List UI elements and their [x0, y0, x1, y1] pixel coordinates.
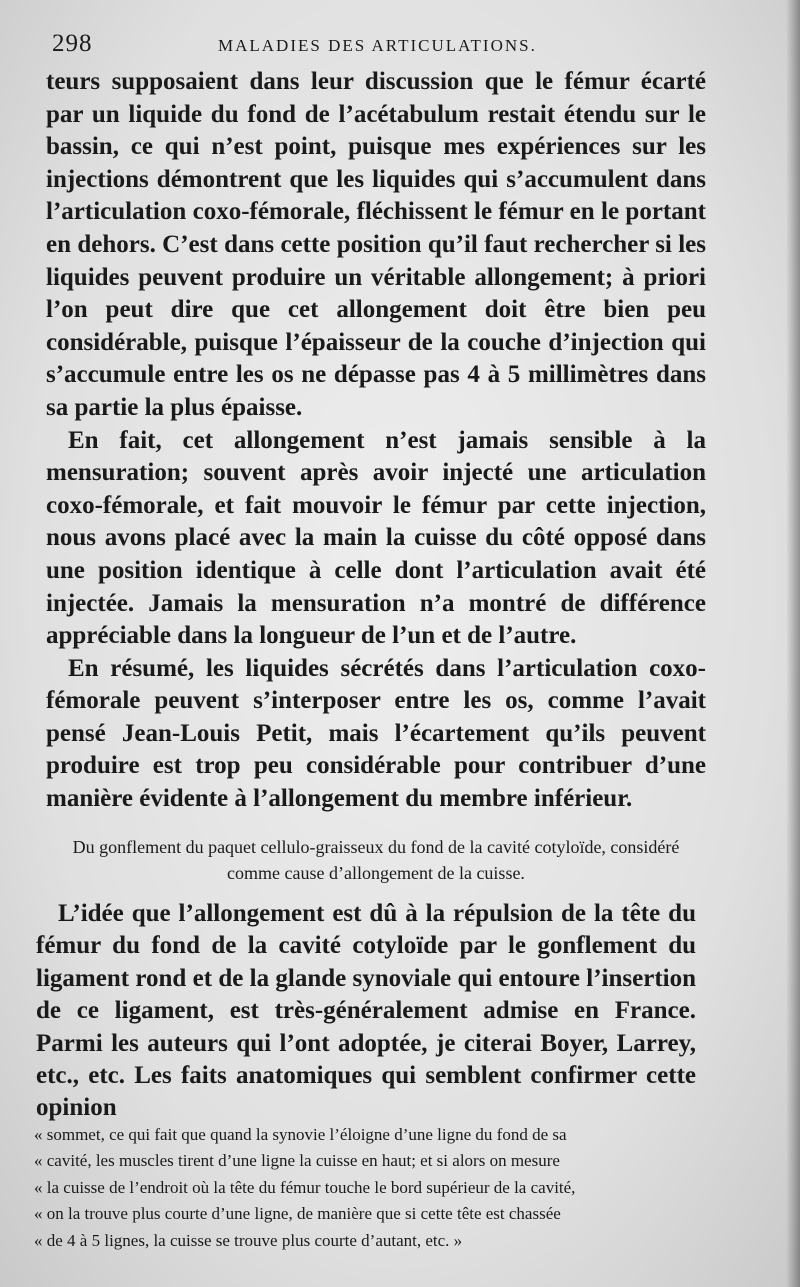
main-text: [46, 66, 706, 816]
footnote: [34, 1122, 696, 1254]
paragraph: teurs supposaient dans leur discussion que le fémur écarté par un liquide du fond de l’acétabulum restait étendu sur le bassin, ce qui n’est point, puisque mes expériences sur les injections démontrent que les liquides qui s’accumulent dans l’articulation coxo-fémorale, fléchissent le fémur en le portant en dehors. C’est dans cette position qu’il faut rechercher si les liquides peuvent produire un véritable allongement; à priori l’on peut dire que cet allongement doit être bien peu considérable, puisque l’épaisseur de la couche d’injection qui s’accumule entre les os ne dépasse pas 4 à 5 millimètres dans sa partie la plus épaisse.: [46, 68, 706, 421]
page-edge-shadow: [786, 0, 800, 1287]
footnote-line: « sommet, ce qui fait que quand la synovie l’éloigne d’une ligne du fond de sa: [34, 1125, 567, 1144]
footnote-line: « on la trouve plus courte d’une ligne, de manière que si cette tête est chassée: [34, 1204, 561, 1224]
section-text: [36, 898, 696, 1125]
running-head: MALADIES DES ARTICULATIONS.: [218, 36, 537, 55]
footnote-line: « de 4 à 5 lignes, la cuisse se trouve plus courte d’autant, etc. »: [34, 1230, 463, 1250]
paragraph: En fait, cet allongement n’est jamais sensible à la mensuration; souvent après avoir injecté une articulation coxo-fémorale, et fait mouvoir le fémur par cette injection, nous avons placé avec la main la cuisse du côté opposé dans une position identique à celle dont l’articulation avait été injectée. Jamais la mensuration n’a montré de différence appréciable dans la longueur de l’un et de l’autre.: [46, 426, 706, 650]
footnote-line: « cavité, les muscles tirent d’une ligne la cuisse en haut; et si alors on mesure: [34, 1151, 560, 1171]
paragraph: L’idée que l’allongement est dû à la répulsion de la tête du fémur du fond de la cavité cotyloïde par le gonflement du ligament rond et de la glande synoviale qui entoure l’insertion de ce ligament, est très-généralement admise en France. Parmi les auteurs qui l’ont adoptée, je citerai Boyer, Larrey, etc., etc. Les faits anatomiques qui semblent confirmer cette opinion: [36, 900, 696, 1122]
section-heading: Du gonflement du paquet cellulo-graisseux du fond de la cavité cotyloïde, considéré comme cause d’allongement de la cuisse.: [72, 837, 680, 883]
paragraph: En résumé, les liquides sécrétés dans l’articulation coxo-fémorale peuvent s’interposer entre les os, comme l’avait pensé Jean-Louis Petit, mais l’écartement qu’ils peuvent produire est trop peu considérable pour contribuer d’une manière évidente à l’allongement du membre inférieur.: [46, 654, 706, 813]
page-header: [48, 30, 738, 66]
page-number: 298: [52, 30, 93, 57]
footnote-line: « la cuisse de l’endroit où la tête du fémur touche le bord supérieur de la cavité,: [34, 1177, 576, 1197]
